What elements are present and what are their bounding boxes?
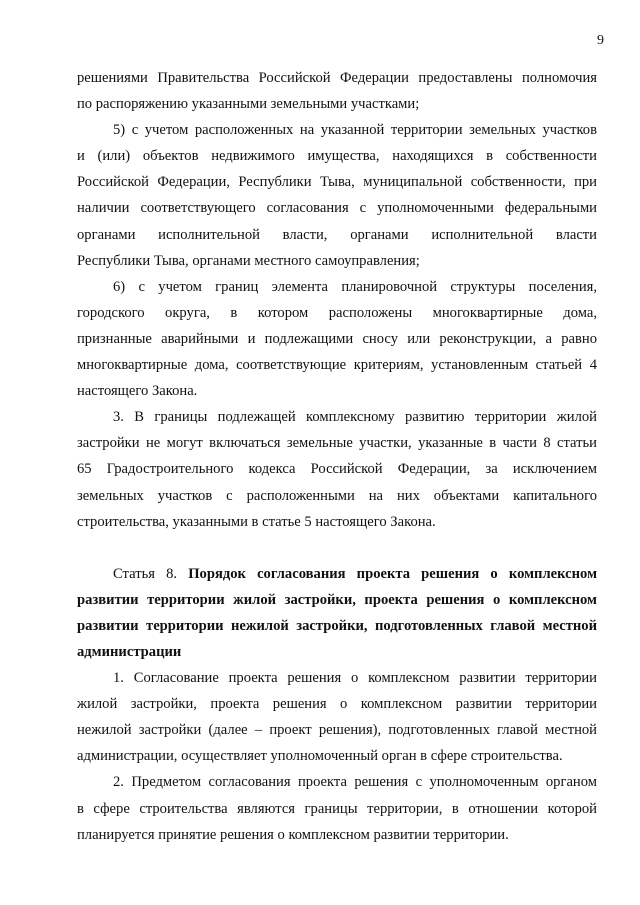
text-line: многоквартирные дома, соответствующие критериям, установленным статьей 4 xyxy=(77,357,597,374)
article-title: Порядок согласования проекта решения о комплексном xyxy=(188,565,598,582)
article-prefix: Статья 8. xyxy=(113,565,189,582)
text-line: Республики Тыва, органами местного самоуправления; xyxy=(77,252,420,269)
text-line: 5) с учетом расположенных на указанной территории земельных участков xyxy=(113,122,597,139)
article-heading-line xyxy=(77,587,597,613)
text-line: наличии соответствующего согласования с уполномоченными федеральными xyxy=(77,200,597,217)
text-line: решениями Правительства Российской Федерации предоставлены полномочия xyxy=(77,70,597,86)
article-title: развитии территории нежилой застройки, подготовленных главой местной xyxy=(77,617,597,634)
section-gap xyxy=(77,535,597,561)
text-line: 3. В границы подлежащей комплексному развитию территории жилой xyxy=(113,409,597,426)
text-line: застройки не могут включаться земельные участки, указанные в части 8 статьи xyxy=(77,435,597,452)
text-line: земельных участков с расположенными на них объектами капитального xyxy=(77,487,597,504)
text-line: 2. Предметом согласования проекта решения с уполномоченным органом xyxy=(113,774,597,791)
text-line: в сфере строительства являются границы территории, в отношении которой xyxy=(77,800,597,817)
text-line: 1. Согласование проекта решения о комплексном развитии территории xyxy=(113,670,597,687)
text-line: признанные аварийными и подлежащими сносу или реконструкции, а равно xyxy=(77,330,597,347)
text-line: городского округа, в котором расположены многоквартирные дома, xyxy=(77,304,597,321)
text-line: органами исполнительной власти, органами исполнительной власти xyxy=(77,226,597,243)
text-line: строительства, указанными в статье 5 настоящего Закона. xyxy=(77,513,436,530)
text-line: по распоряжению указанными земельными участками; xyxy=(77,96,420,113)
text-line: жилой застройки, проекта решения о комплексном развитии территории xyxy=(77,696,597,713)
text-line: настоящего Закона. xyxy=(77,383,198,400)
text-line: 6) с учетом границ элемента планировочной структуры поселения, xyxy=(113,278,597,295)
article-heading-line xyxy=(77,639,597,665)
text-line: и (или) объектов недвижимого имущества, находящихся в собственности xyxy=(77,148,597,165)
text-line: нежилой застройки (далее – проект решения), подготовленных главой местной xyxy=(77,722,597,739)
article-title: администрации xyxy=(77,643,182,660)
article-heading xyxy=(77,561,597,587)
text-line: 65 Градостроительного кодекса Российской Федерации, за исключением xyxy=(77,461,597,478)
text-line: планируется принятие решения о комплексном развитии территории. xyxy=(77,826,509,843)
text-line: администрации, осуществляет уполномоченный орган в сфере строительства. xyxy=(77,748,563,765)
document-body xyxy=(77,65,597,848)
article-heading-line xyxy=(77,613,597,639)
article-title: развитии территории жилой застройки, проекта решения о комплексном xyxy=(77,591,597,608)
page-number: 9 xyxy=(597,33,604,48)
text-line: Российской Федерации, Республики Тыва, муниципальной собственности, при xyxy=(77,174,597,191)
